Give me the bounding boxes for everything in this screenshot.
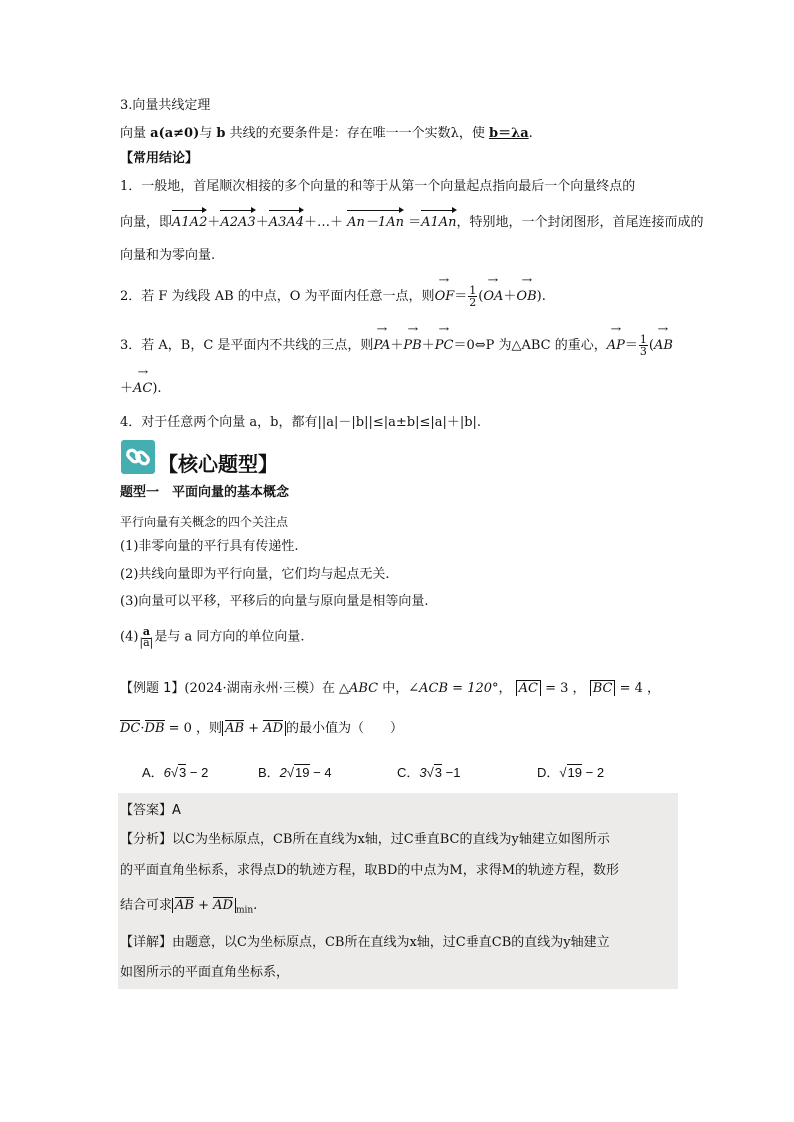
- analysis-line-3: 结合可求 AB + AD $_{min}$.: [120, 898, 258, 916]
- conclusion-3: 3．若 A，B，C 是平面内不共线的三点，则→ PA＋→ PB＋→ PC＝0⇔P 为△ABC 的重心，→ AP＝ $\frac{1}{3}$ (→ AB: [120, 334, 673, 357]
- answer-value: A: [172, 803, 181, 818]
- conclusion-1-line-1: 1．一般地，首尾顺次相接的多个向量的和等于从第一个向量起点指向最后一个向量终点的: [120, 179, 636, 194]
- point-3: (3)向量可以平移，平移后的向量与原向量是相等向量.: [120, 594, 429, 609]
- conclusion-1-line-2: 向量，即A1A2＋A2A3＋A3A4＋…＋ An－1An ＝A1An，特别地，一个封闭图形，首尾连接而成的: [120, 215, 704, 230]
- section-heading: 3.向量共线定理: [120, 98, 211, 113]
- fraction-one-half: $\frac{1}{2}$: [469, 284, 477, 309]
- fraction-one-third: $\frac{1}{3}$: [639, 333, 647, 358]
- example-tag: 【例题 1】: [120, 681, 185, 696]
- option-d[interactable]: D．√19 − 2: [537, 765, 605, 780]
- core-types-title: 【核心题型】: [158, 452, 278, 476]
- collinear-theorem-line: 向量 a(a≠0)与 b 共线的充要条件是：存在唯一一个实数λ，使 b＝λa.: [120, 126, 533, 141]
- vector-an-1an: An－1An: [347, 215, 404, 230]
- vector-a2a3: A2A3: [220, 215, 256, 230]
- link-icon: [121, 440, 155, 474]
- option-c[interactable]: C．3√3 −1: [397, 765, 461, 780]
- conclusion-4: 4．对于任意两个向量 a，b，都有||a|－|b||≤|a±b|≤|a|＋|b|.: [120, 415, 482, 430]
- vector-a-condition: a(a≠0): [150, 126, 200, 141]
- example-1-line-1: 【例题 1】(2024·湖南永州·三模）在 △ABC 中，∠ACB = 120°， AC = 3 ， BC = 4 ，: [120, 681, 661, 696]
- analysis-line-2: 的平面直角坐标系，求得点D的轨迹方程，取BD的中点为M，求得M的轨迹方程，数形: [120, 863, 620, 878]
- vector-sum-abs: AB + AD: [222, 721, 286, 736]
- analysis-line-1: 【分析】以C为坐标原点，CB所在直线为x轴，过C垂直BC的直线为y轴建立如图所示: [120, 832, 610, 847]
- vector-a3a4: A3A4: [268, 215, 305, 230]
- option-a[interactable]: A．6√3 − 2: [142, 765, 209, 780]
- point-2: (2)共线向量即为平行向量，它们均与起点无关.: [120, 567, 390, 582]
- option-b[interactable]: B．2√19 − 4: [258, 765, 332, 780]
- example-1-line-2: DC·DB = 0 ，则 AB + AD 的最小值为（ ）: [120, 721, 404, 736]
- point-4: $(4)\frac{a}{|a|}$ 是与 a 同方向的单位向量.: [120, 625, 305, 649]
- common-conclusions-heading: 【常用结论】: [120, 151, 199, 166]
- vector-a1a2: A1A2: [172, 215, 208, 230]
- vector-a1an: A1An: [421, 215, 457, 230]
- solution-box: [118, 793, 678, 989]
- topic-1-subtitle: 平行向量有关概念的四个关注点: [120, 515, 289, 529]
- detail-line-2: 如图所示的平面直角坐标系，: [120, 965, 290, 980]
- conclusion-2: 2．若 F 为线段 AB 的中点，O 为平面内任意一点，则→ OF＝ $\frac{1}{2}$ (→ OA＋→ OB).: [120, 285, 546, 308]
- conclusion-1-line-3: 向量和为零向量.: [120, 248, 216, 263]
- answer-line: 【答案】A: [120, 803, 181, 818]
- conclusion-3-continued: ＋→ AC).: [120, 380, 162, 398]
- detail-line-1: 【详解】由题意，以C为坐标原点，CB所在直线为x轴，过C垂直CB的直线为y轴建立: [120, 935, 610, 950]
- collinear-formula: b＝λa: [488, 126, 529, 141]
- topic-1-title: 题型一 平面向量的基本概念: [120, 485, 290, 500]
- unit-vector-fraction: $\frac{a}{|a|}$: [139, 625, 154, 649]
- point-1: (1)非零向量的平行具有传递性.: [120, 539, 299, 554]
